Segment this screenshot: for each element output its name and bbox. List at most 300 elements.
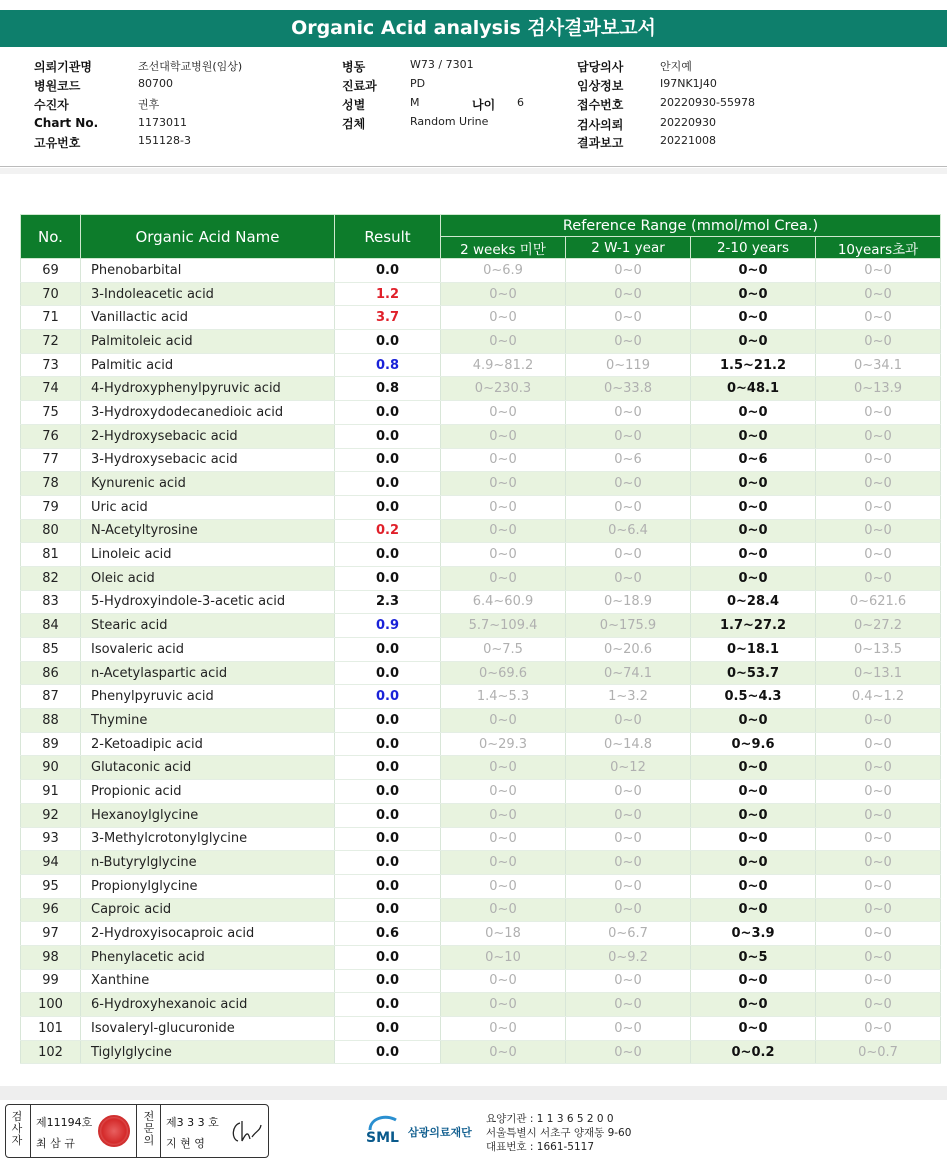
cell-no: 88 [21, 709, 81, 733]
cell-range-1y: 0~0 [566, 282, 691, 306]
cell-range-2-10y: 0~3.9 [691, 922, 816, 946]
table-row [21, 1017, 941, 1041]
cell-acid-name: Phenobarbital [81, 259, 335, 283]
info-value: W73 / 7301 [410, 58, 474, 71]
cell-range-10y: 0~0 [816, 709, 941, 733]
cell-acid-name: 3-Hydroxysebacic acid [81, 448, 335, 472]
cell-range-1y: 0~33.8 [566, 377, 691, 401]
cell-range-2w: 6.4~60.9 [441, 590, 566, 614]
cell-no: 85 [21, 638, 81, 662]
sign-separator [30, 1105, 31, 1157]
cell-acid-name: Phenylacetic acid [81, 945, 335, 969]
cell-result: 0.0 [335, 732, 441, 756]
cell-range-2-10y: 0~53.7 [691, 661, 816, 685]
info-divider-band [0, 168, 947, 174]
cell-range-2w: 0~0 [441, 756, 566, 780]
info-value: PD [410, 77, 426, 90]
cell-range-2w: 0~0 [441, 898, 566, 922]
cell-no: 78 [21, 472, 81, 496]
cell-acid-name: Palmitoleic acid [81, 330, 335, 354]
cell-range-10y: 0~0 [816, 1017, 941, 1041]
cell-range-2-10y: 0~0 [691, 898, 816, 922]
cell-no: 69 [21, 259, 81, 283]
cell-result: 0.0 [335, 661, 441, 685]
cell-no: 96 [21, 898, 81, 922]
cell-range-10y: 0~0 [816, 306, 941, 330]
cell-result: 0.8 [335, 377, 441, 401]
table-row [21, 709, 941, 733]
table-row [21, 472, 941, 496]
cell-no: 84 [21, 614, 81, 638]
cell-range-1y: 0~0 [566, 401, 691, 425]
cell-no: 93 [21, 827, 81, 851]
cell-range-2w: 0~0 [441, 566, 566, 590]
cell-result: 0.0 [335, 543, 441, 567]
cell-range-2w: 0~18 [441, 922, 566, 946]
cell-range-2-10y: 0~0 [691, 519, 816, 543]
table-row [21, 377, 941, 401]
cell-range-10y: 0~0 [816, 543, 941, 567]
cell-range-2-10y: 0~0 [691, 756, 816, 780]
table-row [21, 969, 941, 993]
cell-range-1y: 0~0 [566, 780, 691, 804]
info-value: 조선대학교병원(임상) [138, 60, 243, 73]
info-label: 의뢰기관명 [34, 60, 92, 74]
table-row [21, 756, 941, 780]
cell-range-1y: 0~0 [566, 803, 691, 827]
cell-range-1y: 0~119 [566, 353, 691, 377]
cell-acid-name: Thymine [81, 709, 335, 733]
info-value: 권후 [138, 98, 160, 111]
cell-range-1y: 0~0 [566, 1040, 691, 1064]
cell-result: 0.8 [335, 353, 441, 377]
cell-range-1y: 0~74.1 [566, 661, 691, 685]
cell-range-2-10y: 1.5~21.2 [691, 353, 816, 377]
cell-range-1y: 0~0 [566, 827, 691, 851]
cell-range-10y: 0~0 [816, 780, 941, 804]
cell-no: 79 [21, 495, 81, 519]
cell-no: 70 [21, 282, 81, 306]
cell-no: 75 [21, 401, 81, 425]
cell-range-2w: 0~69.6 [441, 661, 566, 685]
cell-range-10y: 0~0 [816, 827, 941, 851]
cell-range-2-10y: 0~0 [691, 969, 816, 993]
patient-info [0, 55, 947, 165]
info-value: Random Urine [410, 115, 489, 128]
cell-result: 0.0 [335, 709, 441, 733]
cell-acid-name: 6-Hydroxyhexanoic acid [81, 993, 335, 1017]
sml-logo-icon [366, 1112, 406, 1146]
cell-no: 77 [21, 448, 81, 472]
cell-result: 0.0 [335, 424, 441, 448]
signature-box [5, 1104, 269, 1158]
info-value: 80700 [138, 77, 173, 90]
cell-no: 102 [21, 1040, 81, 1064]
sign-separator [160, 1105, 161, 1157]
table-row [21, 424, 941, 448]
cell-range-1y: 0~0 [566, 969, 691, 993]
cell-range-2w: 0~0 [441, 472, 566, 496]
table-row [21, 732, 941, 756]
cell-range-2w: 0~0 [441, 1040, 566, 1064]
cell-range-2w: 0~0 [441, 993, 566, 1017]
cell-acid-name: Palmitic acid [81, 353, 335, 377]
cell-range-10y: 0~34.1 [816, 353, 941, 377]
table-row [21, 519, 941, 543]
cell-range-2w: 0~0 [441, 448, 566, 472]
cell-acid-name: n-Acetylaspartic acid [81, 661, 335, 685]
cell-result: 0.0 [335, 803, 441, 827]
cell-range-2w: 0~29.3 [441, 732, 566, 756]
cell-result: 0.0 [335, 780, 441, 804]
cell-no: 73 [21, 353, 81, 377]
cell-no: 91 [21, 780, 81, 804]
cell-range-1y: 0~0 [566, 424, 691, 448]
cell-acid-name: N-Acetyltyrosine [81, 519, 335, 543]
cell-range-1y: 0~0 [566, 472, 691, 496]
cell-result: 0.0 [335, 1017, 441, 1041]
cell-result: 0.0 [335, 898, 441, 922]
cell-range-2w: 0~230.3 [441, 377, 566, 401]
cell-range-2w: 0~0 [441, 803, 566, 827]
cell-range-10y: 0~13.9 [816, 377, 941, 401]
table-row [21, 945, 941, 969]
cell-range-1y: 0~12 [566, 756, 691, 780]
cell-no: 72 [21, 330, 81, 354]
address-line: 서울특별시 서초구 양재동 9-60 [486, 1127, 632, 1139]
col-header-no: No. [21, 215, 81, 259]
cell-range-10y: 0~0 [816, 495, 941, 519]
cell-acid-name: Stearic acid [81, 614, 335, 638]
cell-range-10y: 0~0 [816, 851, 941, 875]
cell-result: 0.0 [335, 756, 441, 780]
cell-result: 0.0 [335, 330, 441, 354]
cell-range-10y: 0~27.2 [816, 614, 941, 638]
cell-range-2-10y: 1.7~27.2 [691, 614, 816, 638]
cell-no: 81 [21, 543, 81, 567]
cell-acid-name: Vanillactic acid [81, 306, 335, 330]
cell-range-1y: 0~0 [566, 851, 691, 875]
cell-range-2-10y: 0~0 [691, 851, 816, 875]
info-label: 성별 [342, 98, 366, 112]
info-label: 검사의뢰 [577, 118, 624, 132]
cell-no: 98 [21, 945, 81, 969]
reviewer-license: 제3 3 3 호 [166, 1116, 219, 1129]
cell-range-2w: 0~0 [441, 306, 566, 330]
info-label: 수진자 [34, 98, 69, 112]
cell-result: 0.0 [335, 874, 441, 898]
cell-acid-name: Hexanoylglycine [81, 803, 335, 827]
table-row [21, 1040, 941, 1064]
cell-acid-name: 3-Indoleacetic acid [81, 282, 335, 306]
cell-range-10y: 0~0 [816, 401, 941, 425]
info-label: 병원코드 [34, 79, 81, 93]
examiner-license: 제11194호 [36, 1116, 93, 1129]
cell-range-2w: 0~0 [441, 330, 566, 354]
cell-range-2-10y: 0~0 [691, 282, 816, 306]
cell-acid-name: 2-Hydroxysebacic acid [81, 424, 335, 448]
cell-result: 0.0 [335, 495, 441, 519]
sign-separator [136, 1105, 137, 1157]
cell-acid-name: Tiglylglycine [81, 1040, 335, 1064]
reviewer-name: 지 현 영 [166, 1137, 205, 1150]
cell-result: 0.0 [335, 851, 441, 875]
cell-range-10y: 0~0 [816, 424, 941, 448]
cell-no: 92 [21, 803, 81, 827]
cell-range-1y: 0~0 [566, 566, 691, 590]
cell-acid-name: Kynurenic acid [81, 472, 335, 496]
cell-no: 76 [21, 424, 81, 448]
cell-range-2w: 5.7~109.4 [441, 614, 566, 638]
reviewer-label: 전문의 [143, 1110, 155, 1147]
address-line: 대표번호 : 1661-5117 [486, 1141, 595, 1153]
cell-range-1y: 0~18.9 [566, 590, 691, 614]
col-header-name: Organic Acid Name [81, 215, 335, 259]
cell-range-1y: 0~6.4 [566, 519, 691, 543]
cell-no: 89 [21, 732, 81, 756]
table-row [21, 661, 941, 685]
table-row [21, 874, 941, 898]
cell-acid-name: Phenylpyruvic acid [81, 685, 335, 709]
cell-range-1y: 0~0 [566, 259, 691, 283]
cell-range-2w: 0~6.9 [441, 259, 566, 283]
cell-range-10y: 0~0 [816, 898, 941, 922]
info-label: 임상정보 [577, 79, 624, 93]
cell-range-2-10y: 0~28.4 [691, 590, 816, 614]
table-row [21, 543, 941, 567]
cell-no: 82 [21, 566, 81, 590]
table-body [21, 259, 941, 1064]
cell-result: 0.0 [335, 448, 441, 472]
cell-no: 86 [21, 661, 81, 685]
cell-no: 99 [21, 969, 81, 993]
org-name: 삼광의료재단 [408, 1126, 472, 1139]
cell-range-2-10y: 0~6 [691, 448, 816, 472]
cell-range-2w: 0~0 [441, 827, 566, 851]
org-address [486, 1112, 631, 1154]
cell-range-2-10y: 0~18.1 [691, 638, 816, 662]
table-row [21, 448, 941, 472]
cell-result: 0.0 [335, 945, 441, 969]
cell-range-2w: 0~0 [441, 543, 566, 567]
table-row [21, 780, 941, 804]
info-label: 병동 [342, 60, 366, 74]
cell-range-2-10y: 0~0 [691, 803, 816, 827]
cell-result: 0.2 [335, 519, 441, 543]
info-value: I97NK1J40 [660, 77, 717, 90]
info-value: 20221008 [660, 134, 716, 147]
cell-range-1y: 0~0 [566, 495, 691, 519]
cell-no: 74 [21, 377, 81, 401]
col-header-range-3: 2-10 years [691, 237, 816, 259]
cell-range-2w: 0~10 [441, 945, 566, 969]
info-label: 검체 [342, 117, 366, 131]
cell-range-2w: 0~0 [441, 519, 566, 543]
cell-no: 95 [21, 874, 81, 898]
cell-result: 0.0 [335, 827, 441, 851]
cell-acid-name: Propionylglycine [81, 874, 335, 898]
info-value: 20220930-55978 [660, 96, 755, 109]
cell-no: 90 [21, 756, 81, 780]
cell-acid-name: Glutaconic acid [81, 756, 335, 780]
cell-range-10y: 0~621.6 [816, 590, 941, 614]
signature-icon [228, 1117, 264, 1147]
address-line: 요양기관 : 1 1 3 6 5 2 0 0 [486, 1113, 614, 1125]
cell-acid-name: 4-Hydroxyphenylpyruvic acid [81, 377, 335, 401]
cell-range-2-10y: 0~0.2 [691, 1040, 816, 1064]
cell-acid-name: 3-Methylcrotonylglycine [81, 827, 335, 851]
cell-no: 100 [21, 993, 81, 1017]
cell-range-10y: 0~13.5 [816, 638, 941, 662]
cell-range-2w: 1.4~5.3 [441, 685, 566, 709]
info-label: 결과보고 [577, 136, 624, 150]
cell-acid-name: Isovaleric acid [81, 638, 335, 662]
examiner-label: 검사자 [11, 1110, 23, 1147]
cell-range-1y: 0~0 [566, 306, 691, 330]
table-row [21, 306, 941, 330]
cell-range-1y: 0~0 [566, 543, 691, 567]
table-row [21, 614, 941, 638]
cell-no: 97 [21, 922, 81, 946]
cell-result: 1.2 [335, 282, 441, 306]
cell-range-1y: 0~0 [566, 874, 691, 898]
table-row [21, 685, 941, 709]
examiner-name: 최 삼 규 [36, 1137, 75, 1150]
cell-range-2-10y: 0~48.1 [691, 377, 816, 401]
table-row [21, 259, 941, 283]
info-label: 담당의사 [577, 60, 624, 74]
cell-no: 71 [21, 306, 81, 330]
cell-range-2w: 0~0 [441, 709, 566, 733]
cell-range-1y: 0~175.9 [566, 614, 691, 638]
table-row [21, 851, 941, 875]
cell-range-10y: 0~0 [816, 969, 941, 993]
cell-range-2w: 0~0 [441, 969, 566, 993]
cell-no: 83 [21, 590, 81, 614]
cell-result: 3.7 [335, 306, 441, 330]
table-row [21, 993, 941, 1017]
cell-range-10y: 0~13.1 [816, 661, 941, 685]
cell-range-2-10y: 0.5~4.3 [691, 685, 816, 709]
table-row [21, 638, 941, 662]
cell-range-10y: 0~0 [816, 330, 941, 354]
cell-range-10y: 0.4~1.2 [816, 685, 941, 709]
info-value: 20220930 [660, 116, 716, 129]
cell-range-10y: 0~0 [816, 519, 941, 543]
cell-range-10y: 0~0 [816, 472, 941, 496]
cell-range-2w: 0~0 [441, 282, 566, 306]
table-row [21, 827, 941, 851]
cell-range-2-10y: 0~0 [691, 401, 816, 425]
cell-no: 80 [21, 519, 81, 543]
cell-range-1y: 0~0 [566, 1017, 691, 1041]
cell-range-2-10y: 0~9.6 [691, 732, 816, 756]
cell-range-2-10y: 0~0 [691, 543, 816, 567]
cell-range-10y: 0~0.7 [816, 1040, 941, 1064]
cell-range-10y: 0~0 [816, 282, 941, 306]
cell-range-10y: 0~0 [816, 259, 941, 283]
cell-range-10y: 0~0 [816, 756, 941, 780]
cell-acid-name: Oleic acid [81, 566, 335, 590]
cell-range-2w: 0~7.5 [441, 638, 566, 662]
cell-acid-name: Propionic acid [81, 780, 335, 804]
cell-range-2-10y: 0~0 [691, 566, 816, 590]
cell-range-1y: 0~0 [566, 993, 691, 1017]
cell-range-10y: 0~0 [816, 448, 941, 472]
cell-range-2w: 4.9~81.2 [441, 353, 566, 377]
cell-range-10y: 0~0 [816, 874, 941, 898]
cell-range-10y: 0~0 [816, 566, 941, 590]
cell-range-10y: 0~0 [816, 803, 941, 827]
table-row [21, 922, 941, 946]
cell-range-1y: 0~6 [566, 448, 691, 472]
table-row [21, 590, 941, 614]
table-row [21, 353, 941, 377]
col-header-result: Result [335, 215, 441, 259]
cell-range-10y: 0~0 [816, 732, 941, 756]
col-header-reference: Reference Range (mmol/mol Crea.) [441, 215, 941, 237]
cell-acid-name: 2-Ketoadipic acid [81, 732, 335, 756]
col-header-range-4: 10years초과 [816, 237, 941, 259]
cell-range-1y: 0~0 [566, 709, 691, 733]
cell-range-2-10y: 0~0 [691, 472, 816, 496]
table-row [21, 803, 941, 827]
cell-range-10y: 0~0 [816, 993, 941, 1017]
cell-range-2-10y: 0~0 [691, 330, 816, 354]
cell-result: 0.9 [335, 614, 441, 638]
cell-acid-name: Caproic acid [81, 898, 335, 922]
cell-range-2-10y: 0~0 [691, 780, 816, 804]
organic-acid-table [20, 214, 941, 1064]
info-value: 1173011 [138, 116, 187, 129]
cell-range-2w: 0~0 [441, 851, 566, 875]
col-header-range-2: 2 W-1 year [566, 237, 691, 259]
cell-range-1y: 0~0 [566, 330, 691, 354]
cell-result: 0.0 [335, 472, 441, 496]
cell-range-2-10y: 0~0 [691, 495, 816, 519]
cell-result: 0.0 [335, 969, 441, 993]
report-title: Organic Acid analysis 검사결과보고서 [0, 10, 947, 47]
cell-range-2-10y: 0~0 [691, 259, 816, 283]
cell-acid-name: 3-Hydroxydodecanedioic acid [81, 401, 335, 425]
age-value: 6 [517, 96, 524, 109]
info-label: Chart No. [34, 116, 99, 130]
cell-no: 94 [21, 851, 81, 875]
cell-no: 101 [21, 1017, 81, 1041]
cell-result: 0.0 [335, 685, 441, 709]
cell-range-2-10y: 0~0 [691, 1017, 816, 1041]
table-row [21, 330, 941, 354]
cell-no: 87 [21, 685, 81, 709]
cell-range-10y: 0~0 [816, 945, 941, 969]
cell-result: 0.0 [335, 566, 441, 590]
seal-stamp [98, 1115, 130, 1147]
cell-result: 0.0 [335, 638, 441, 662]
cell-range-1y: 0~9.2 [566, 945, 691, 969]
info-label: 진료과 [342, 79, 377, 93]
cell-range-1y: 0~6.7 [566, 922, 691, 946]
cell-range-1y: 0~20.6 [566, 638, 691, 662]
svg-text:SML: SML [366, 1130, 399, 1146]
col-header-range-1: 2 weeks 미만 [441, 237, 566, 259]
cell-range-10y: 0~0 [816, 922, 941, 946]
cell-result: 0.0 [335, 259, 441, 283]
cell-range-2w: 0~0 [441, 401, 566, 425]
cell-result: 2.3 [335, 590, 441, 614]
footer-band [0, 1086, 947, 1100]
cell-result: 0.0 [335, 993, 441, 1017]
cell-range-2-10y: 0~0 [691, 993, 816, 1017]
